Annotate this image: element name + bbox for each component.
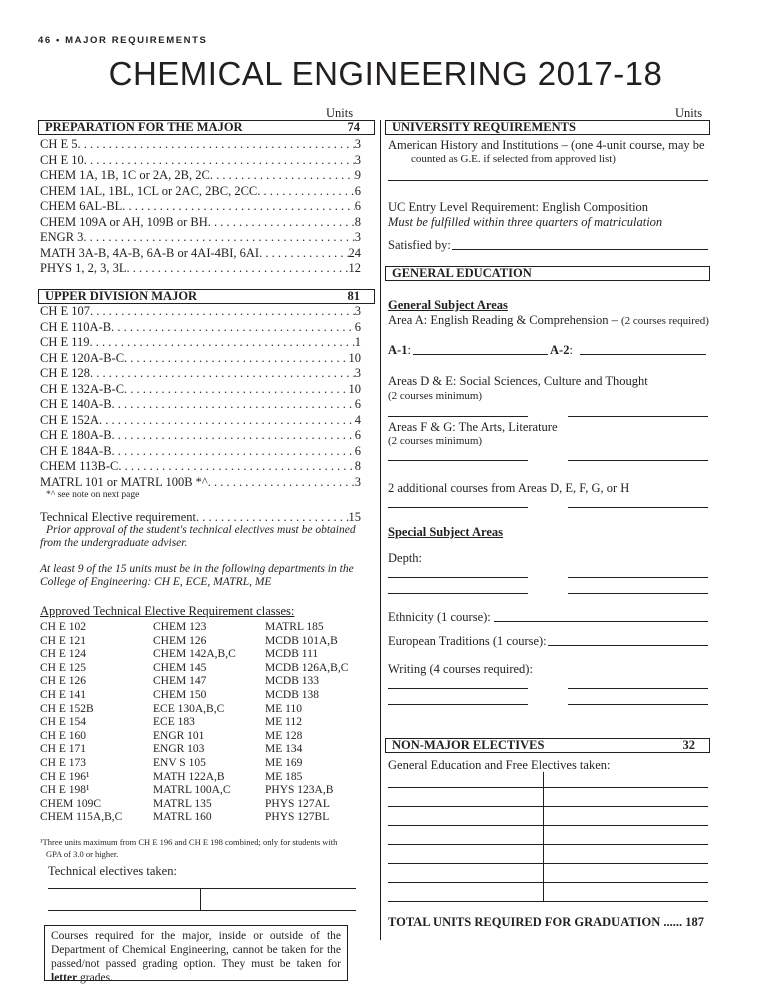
requirement-course: CHEM 113B-C — [40, 459, 119, 473]
american-history-line1: American History and Institutions – (one 4-unit course, may be — [388, 138, 705, 152]
elective-course: MCDB 133 — [265, 675, 319, 688]
note-text-post: grades. — [77, 972, 113, 984]
elective-course: ECE 130A,B,C — [153, 702, 225, 715]
dot-leader — [210, 168, 355, 182]
requirement-course: CHEM 109A or AH, 109B or BH — [40, 214, 208, 229]
page-header-label: 46 • MAJOR REQUIREMENTS — [38, 35, 208, 46]
area-de-min: (2 courses minimum) — [388, 390, 483, 402]
ethnicity-label: Ethnicity (1 course): — [388, 610, 491, 624]
requirement-units: 6 — [354, 428, 361, 442]
dot-leader — [208, 475, 355, 489]
requirement-units: 8 — [354, 214, 361, 229]
requirement-course: PHYS 1, 2, 3, 3L — [40, 261, 127, 275]
elective-course: PHYS 127AL — [265, 797, 330, 810]
elective-course: ENV S 105 — [153, 757, 206, 769]
requirement-units: 6 — [354, 319, 361, 334]
requirement-course: CH E 180A-B — [40, 428, 112, 442]
elective-course: CHEM 123 — [153, 621, 207, 633]
nonmajor-blank-line[interactable] — [388, 825, 708, 826]
requirement-units: 4 — [354, 412, 361, 427]
footnote-line2: GPA of 3.0 or higher. — [46, 849, 119, 859]
elective-course: CH E 173 — [40, 757, 86, 769]
requirement-row — [40, 153, 361, 167]
depth-blank-3[interactable] — [388, 593, 528, 594]
upper-section-title: UPPER DIVISION MAJOR — [45, 289, 198, 303]
tech-elective-label: Technical Elective requirement — [40, 510, 196, 524]
dot-leader — [111, 320, 355, 334]
requirement-course: CH E 128 — [40, 366, 90, 380]
elective-course: CH E 126 — [40, 675, 86, 688]
requirement-units: 3 — [354, 152, 361, 167]
area-fg-label: Areas F & G: The Arts, Literature — [388, 420, 558, 434]
area-de-blank-1[interactable] — [388, 416, 528, 417]
requirement-row — [40, 475, 361, 489]
dot-leader — [112, 444, 355, 458]
elective-course: MATRL 135 — [153, 797, 212, 810]
column-divider — [380, 120, 381, 940]
requirement-row — [40, 215, 361, 229]
nonmajor-blank-line[interactable] — [388, 863, 708, 864]
requirement-course: CHEM 6AL-BL — [40, 199, 123, 213]
page-title: CHEMICAL ENGINEERING 2017-18 — [108, 55, 663, 92]
elective-course: CHEM 115A,B,C — [40, 811, 123, 824]
requirement-course: CH E 10 — [40, 152, 84, 167]
requirement-course: CH E 184A-B — [40, 443, 112, 458]
writing-blank-1[interactable] — [388, 688, 528, 689]
elective-course: CHEM 147 — [153, 675, 207, 688]
dot-leader — [259, 246, 348, 260]
dot-leader — [112, 397, 355, 411]
requirement-course: CH E 140A-B — [40, 397, 112, 411]
dot-leader — [122, 199, 354, 213]
requirement-units: 24 — [348, 245, 361, 260]
elective-course: CH E 125 — [40, 661, 86, 674]
requirement-course: CHEM 1A, 1B, 1C or 2A, 2B, 2C — [40, 168, 210, 182]
prep-section-title: PREPARATION FOR THE MAJOR — [45, 120, 243, 134]
a1-blank[interactable] — [413, 354, 548, 355]
requirement-units: 8 — [354, 459, 361, 473]
requirement-row — [40, 199, 361, 213]
nonmajor-blank-line[interactable] — [388, 901, 708, 902]
requirement-course: MATH 3A-B, 4A-B, 6A-B or 4AI-4BI, 6AI — [40, 245, 260, 260]
requirement-row — [40, 168, 361, 182]
elective-course: CH E 160 — [40, 729, 86, 742]
tech-elective-units: 15 — [348, 510, 361, 524]
elective-course: ENGR 103 — [153, 743, 205, 756]
requirement-units: 3 — [354, 474, 361, 489]
ethnicity-blank[interactable] — [494, 621, 708, 622]
university-section-title: UNIVERSITY REQUIREMENTS — [392, 120, 576, 134]
requirement-units: 10 — [348, 350, 361, 365]
dot-leader — [83, 230, 354, 244]
tech-taken-divider — [200, 888, 201, 910]
elective-course: CH E 198¹ — [40, 784, 90, 797]
dot-leader — [90, 335, 355, 349]
prep-section-header — [38, 120, 375, 135]
depth-blank-1[interactable] — [388, 577, 528, 578]
dot-leader — [126, 261, 348, 275]
requirement-units: 1 — [354, 335, 361, 349]
requirement-units: 6 — [354, 183, 361, 198]
upper-note: *^ see note on next page — [46, 490, 140, 500]
elective-course: CH E 102 — [40, 621, 86, 633]
elective-course: ME 185 — [265, 770, 303, 783]
tech-dept-line1: At least 9 of the 15 units must be in the following departments in the — [40, 563, 354, 575]
a1-label: A-1: — [388, 343, 411, 357]
nonmajor-divider — [543, 772, 544, 902]
requirement-course: CH E 120A-B-C — [40, 350, 125, 365]
elective-course: CH E 121 — [40, 634, 86, 647]
elective-course: CHEM 126 — [153, 634, 207, 647]
upper-section-header — [38, 289, 375, 304]
tech-approval-note: Prior approval of the student's technical electives must be obtained from the undergraduate adviser. — [40, 524, 356, 549]
requirement-course: CH E 119 — [40, 335, 90, 349]
dot-leader — [118, 459, 354, 473]
requirement-units: 3 — [354, 230, 361, 244]
dot-leader — [257, 184, 354, 198]
writing-blank-3[interactable] — [388, 704, 528, 705]
letter-grade-note — [44, 925, 348, 984]
nonmajor-blank-line[interactable] — [388, 844, 708, 845]
university-section-header — [385, 120, 710, 135]
nonmajor-section-header — [385, 738, 710, 753]
writing-blank-2[interactable] — [568, 688, 708, 689]
upper-section-units: 81 — [347, 289, 360, 303]
elective-course: MCDB 101A,B — [265, 634, 338, 647]
american-history-line2: counted as G.E. if selected from approved list) — [411, 153, 616, 165]
elective-course: MCDB 111 — [265, 648, 319, 661]
requirement-units: 3 — [354, 137, 361, 151]
elective-course: CHEM 145 — [153, 661, 207, 674]
requirement-course: CH E 110A-B — [40, 319, 112, 334]
a2-label: A-2: — [550, 343, 573, 357]
elective-course: CH E 152B — [40, 702, 94, 715]
a2-text: A-2 — [550, 343, 570, 357]
total-units-label: TOTAL UNITS REQUIRED FOR GRADUATION ...... 187 — [388, 915, 705, 929]
additional-blank-2[interactable] — [568, 507, 708, 508]
requirement-units: 3 — [354, 304, 361, 318]
dot-leader — [124, 351, 348, 365]
requirement-course: CHEM 1AL, 1BL, 1CL or 2AC, 2BC, 2CC — [40, 183, 258, 198]
requirement-row — [40, 428, 361, 442]
requirement-units: 10 — [348, 381, 361, 396]
writing-label: Writing (4 courses required): — [388, 662, 533, 676]
elective-course: MATRL 100A,C — [153, 784, 231, 797]
tech-elective-row — [40, 510, 361, 524]
nonmajor-section-units: 32 — [682, 738, 695, 752]
uc-entry-line: UC Entry Level Requirement: English Composition — [388, 200, 649, 214]
depth-label: Depth: — [388, 551, 423, 565]
ge-section-header — [385, 266, 710, 281]
area-a-line — [388, 313, 709, 328]
elective-course: CH E 124 — [40, 648, 86, 661]
elective-course: MCDB 126A,B,C — [265, 661, 349, 674]
requirement-course: MATRL 101 or MATRL 100B *^ — [40, 474, 208, 489]
elective-course: ME 128 — [265, 729, 303, 742]
requirement-units: 3 — [354, 366, 361, 380]
requirement-course: CH E 152A — [40, 412, 100, 427]
requirement-row — [40, 246, 361, 260]
requirement-row — [40, 304, 361, 318]
special-subject-title: Special Subject Areas — [388, 525, 504, 539]
requirement-units: 6 — [354, 199, 361, 213]
dot-leader — [78, 137, 355, 151]
a1-text: A-1 — [388, 343, 408, 357]
area-de-label: Areas D & E: Social Sciences, Culture and Thought — [388, 374, 648, 388]
approved-classes-title: Approved Technical Elective Requirement classes: — [40, 604, 295, 618]
elective-course: CHEM 142A,B,C — [153, 648, 236, 661]
requirement-row — [40, 366, 361, 380]
elective-footnote — [40, 836, 362, 860]
tech-taken-label: Technical electives taken: — [48, 864, 177, 878]
uc-entry-note: Must be fulfilled within three quarters of matriculation — [388, 215, 663, 229]
note-text-pre: Courses required for the major, inside or outside of the Department of Chemical Engineering, cannot be taken for the passed/not passed grading option. They must be taken for — [51, 930, 341, 970]
requirement-units: 9 — [354, 168, 361, 182]
elective-course: CH E 171 — [40, 743, 86, 756]
area-fg-blank-2[interactable] — [568, 460, 708, 461]
requirement-row — [40, 413, 361, 427]
elective-course: MCDB 138 — [265, 689, 319, 701]
european-label: European Traditions (1 course): — [388, 634, 547, 648]
nonmajor-taken-label: General Education and Free Electives taken: — [388, 758, 611, 772]
requirement-course: ENGR 3 — [40, 230, 84, 244]
elective-course: MATRL 185 — [265, 621, 324, 633]
nonmajor-blank-line[interactable] — [388, 787, 708, 788]
area-a-label: Area A: English Reading & Comprehension – — [388, 313, 621, 327]
american-history-blank[interactable] — [388, 180, 708, 181]
tech-taken-line-1[interactable] — [48, 888, 356, 889]
elective-course: MATH 122A,B — [153, 770, 225, 783]
requirement-course: CH E 132A-B-C — [40, 381, 125, 396]
elective-course: PHYS 127BL — [265, 811, 330, 824]
dot-leader — [112, 428, 355, 442]
additional-areas-label: 2 additional courses from Areas D, E, F, G, or H — [388, 481, 630, 495]
requirement-row — [40, 335, 361, 349]
tech-dept-line2: College of Engineering: CH E, ECE, MATRL, ME — [40, 576, 272, 588]
dot-leader — [196, 510, 349, 524]
units-label-right: Units — [675, 106, 703, 120]
satisfied-by-label: Satisfied by: — [388, 238, 451, 252]
elective-course: CH E 154 — [40, 716, 86, 729]
elective-course: CH E 141 — [40, 689, 86, 701]
elective-course: CH E 196¹ — [40, 770, 90, 783]
a2-blank[interactable] — [580, 354, 706, 355]
additional-blank-1[interactable] — [388, 507, 528, 508]
prep-section-units: 74 — [347, 120, 360, 134]
european-blank[interactable] — [548, 645, 708, 646]
dot-leader — [99, 413, 355, 427]
depth-blank-2[interactable] — [568, 577, 708, 578]
requirement-row — [40, 137, 361, 151]
dot-leader — [124, 382, 348, 396]
elective-course: PHYS 123A,B — [265, 784, 334, 797]
requirement-course: CH E 5 — [40, 137, 78, 151]
dot-leader — [208, 215, 355, 229]
area-fg-blank-1[interactable] — [388, 460, 528, 461]
requirement-row — [40, 459, 361, 473]
area-a-small: (2 courses required) — [620, 315, 709, 327]
requirement-row — [40, 261, 361, 275]
requirement-row — [40, 382, 361, 396]
elective-course: MATRL 160 — [153, 811, 212, 824]
area-de-blank-2[interactable] — [568, 416, 708, 417]
dot-leader — [90, 304, 355, 318]
satisfied-by-blank[interactable] — [452, 249, 708, 250]
elective-course: ME 169 — [265, 757, 303, 769]
requirement-row — [40, 230, 361, 244]
ge-section-title: GENERAL EDUCATION — [392, 266, 532, 280]
note-text-bold: letter — [51, 972, 78, 984]
general-subject-title: General Subject Areas — [388, 298, 508, 312]
elective-course: ME 112 — [265, 716, 302, 729]
elective-course: ME 110 — [265, 702, 302, 715]
elective-course: CHEM 109C — [40, 797, 102, 810]
elective-course: ENGR 101 — [153, 729, 205, 742]
depth-blank-4[interactable] — [568, 593, 708, 594]
requirement-course: CH E 107 — [40, 304, 90, 318]
requirement-row — [40, 351, 361, 365]
nonmajor-blank-line[interactable] — [388, 882, 708, 883]
tech-taken-line-2[interactable] — [48, 910, 356, 911]
area-fg-min: (2 courses minimum) — [388, 435, 483, 447]
dot-leader — [90, 366, 355, 380]
requirement-units: 6 — [354, 397, 361, 411]
elective-course: CHEM 150 — [153, 689, 207, 701]
requirement-units: 6 — [354, 443, 361, 458]
dot-leader — [84, 153, 355, 167]
writing-blank-4[interactable] — [568, 704, 708, 705]
nonmajor-section-title: NON-MAJOR ELECTIVES — [392, 738, 545, 752]
requirement-row — [40, 444, 361, 458]
elective-course: ME 134 — [265, 743, 303, 756]
requirement-row — [40, 184, 361, 198]
footnote-line1: ¹Three units maximum from CH E 196 and CH E 198 combined; only for students with — [40, 837, 338, 847]
requirement-row — [40, 397, 361, 411]
units-label-left: Units — [326, 106, 354, 120]
requirement-row — [40, 320, 361, 334]
requirement-units: 12 — [348, 261, 361, 275]
nonmajor-blank-line[interactable] — [388, 806, 708, 807]
elective-course: ECE 183 — [153, 716, 195, 729]
